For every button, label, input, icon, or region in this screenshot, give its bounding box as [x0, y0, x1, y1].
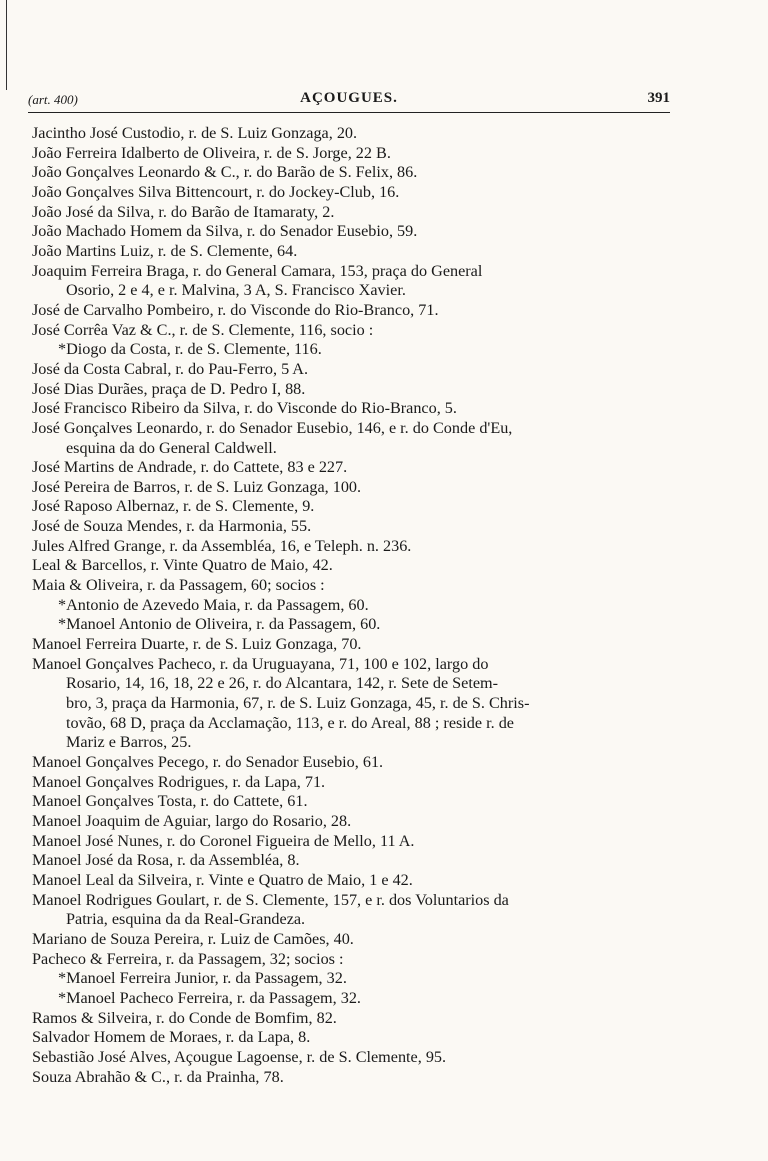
directory-entry	[32, 851, 672, 871]
header-rule	[28, 112, 670, 113]
entry-text: José Raposo Albernaz, r. de S. Clemente, 9.	[32, 497, 315, 516]
directory-entry	[32, 1068, 672, 1088]
directory-entry	[32, 950, 672, 970]
entry-continuation: Mariz e Barros, 25.	[66, 733, 192, 752]
entry-text: *Manoel Antonio de Oliveira, r. da Passagem, 60.	[58, 615, 381, 634]
entry-text: José de Carvalho Pombeiro, r. do Visconde do Rio-Branco, 71.	[32, 300, 439, 319]
socio-entry	[32, 989, 672, 1009]
entry-text: Manoel Joaquim de Aguiar, largo do Rosario, 28.	[32, 811, 352, 830]
directory-entry	[32, 360, 672, 380]
entry-text: João José da Silva, r. do Barão de Itamaraty, 2.	[32, 202, 335, 221]
socio-entry	[32, 969, 672, 989]
directory-entry	[32, 812, 672, 832]
directory-entry	[32, 891, 672, 930]
entry-text: João Ferreira Idalberto de Oliveira, r. de S. Jorge, 22 B.	[32, 143, 391, 162]
entry-text: Pacheco & Ferreira, r. da Passagem, 32; socios :	[32, 949, 344, 968]
article-reference: (art. 400)	[28, 92, 78, 107]
directory-entry	[32, 792, 672, 812]
directory-entry	[32, 655, 672, 753]
directory-entry	[32, 321, 672, 341]
directory-entry	[32, 144, 672, 164]
entry-text: *Antonio de Azevedo Maia, r. da Passagem, 60.	[58, 595, 369, 614]
entry-text: José de Souza Mendes, r. da Harmonia, 55.	[32, 517, 312, 536]
entry-text: *Manoel Pacheco Ferreira, r. da Passagem, 32.	[58, 988, 361, 1007]
directory-entry	[32, 753, 672, 773]
entry-continuation: esquina da do General Caldwell.	[66, 438, 277, 457]
directory-entry	[32, 478, 672, 498]
directory-entry	[32, 124, 672, 144]
entry-text: Ramos & Silveira, r. do Conde de Bomfim, 82.	[32, 1008, 337, 1027]
entry-continuation: bro, 3, praça da Harmonia, 67, r. de S. Luiz Gonzaga, 45, r. de S. Chris-	[66, 694, 530, 713]
entry-text: Manoel Ferreira Duarte, r. de S. Luiz Gonzaga, 70.	[32, 635, 362, 654]
directory-entry	[32, 517, 672, 537]
page-header	[28, 90, 670, 112]
directory-entry	[32, 576, 672, 596]
directory-entry	[32, 1009, 672, 1029]
directory-entry	[32, 1028, 672, 1048]
page-edge-line	[6, 0, 7, 90]
directory-entry	[32, 399, 672, 419]
entry-text: José da Costa Cabral, r. do Pau-Ferro, 5 A.	[32, 359, 309, 378]
entry-text: Manoel Leal da Silveira, r. Vinte e Quatro de Maio, 1 e 42.	[32, 870, 413, 889]
directory-entry	[32, 183, 672, 203]
entry-text: Sebastião José Alves, Açougue Lagoense, r. de S. Clemente, 95.	[32, 1047, 447, 1066]
entry-text: João Martins Luiz, r. de S. Clemente, 64.	[32, 241, 298, 260]
directory-entry	[32, 203, 672, 223]
page-number: 391	[647, 90, 670, 106]
directory-entry	[32, 222, 672, 242]
entry-text: Manoel Gonçalves Pecego, r. do Senador Eusebio, 61.	[32, 753, 384, 771]
entry-continuation: tovão, 68 D, praça da Acclamação, 113, e r. do Areal, 88 ; reside r. de	[66, 713, 514, 732]
entry-text: Joaquim Ferreira Braga, r. do General Camara, 153, praça do General	[32, 261, 483, 280]
entry-continuation: Osorio, 2 e 4, e r. Malvina, 3 A, S. Francisco Xavier.	[66, 281, 406, 300]
entry-text: Jacintho José Custodio, r. de S. Luiz Gonzaga, 20.	[32, 124, 358, 142]
section-title: AÇOUGUES.	[300, 90, 398, 106]
directory-entry	[32, 635, 672, 655]
directory-entry	[32, 380, 672, 400]
directory-entry	[32, 262, 672, 301]
entry-text: *Diogo da Costa, r. de S. Clemente, 116.	[58, 340, 322, 359]
entry-text: Manoel José Nunes, r. do Coronel Figueira de Mello, 11 A.	[32, 831, 415, 850]
entry-text: José Corrêa Vaz & C., r. de S. Clemente, 116, socio :	[32, 320, 374, 339]
directory-entry	[32, 301, 672, 321]
directory-entry	[32, 163, 672, 183]
entry-text: Salvador Homem de Moraes, r. da Lapa, 8.	[32, 1028, 311, 1047]
entry-text: José Pereira de Barros, r. de S. Luiz Gonzaga, 100.	[32, 477, 362, 496]
socio-entry	[32, 596, 672, 616]
entry-text: Manoel José da Rosa, r. da Assembléa, 8.	[32, 851, 300, 870]
directory-entry	[32, 419, 672, 458]
entry-text: João Machado Homem da Silva, r. do Senador Eusebio, 59.	[32, 222, 418, 241]
directory-entry	[32, 1048, 672, 1068]
directory-entry	[32, 497, 672, 517]
directory-entry	[32, 458, 672, 478]
entry-continuation: Rosario, 14, 16, 18, 22 e 26, r. do Alcantara, 142, r. Sete de Setem-	[66, 674, 499, 693]
directory-entry	[32, 242, 672, 262]
entry-text: João Gonçalves Leonardo & C., r. do Barão de S. Felix, 86.	[32, 163, 418, 182]
entry-text: José Martins de Andrade, r. do Cattete, 83 e 227.	[32, 458, 348, 477]
socio-entry	[32, 615, 672, 635]
entry-text: José Dias Durães, praça de D. Pedro I, 88.	[32, 379, 306, 398]
directory-entry	[32, 930, 672, 950]
directory-entry	[32, 556, 672, 576]
entry-text: Leal & Barcellos, r. Vinte Quatro de Maio, 42.	[32, 556, 333, 575]
entry-text: Souza Abrahão & C., r. da Prainha, 78.	[32, 1067, 284, 1086]
entry-text: *Manoel Ferreira Junior, r. da Passagem, 32.	[58, 969, 347, 988]
directory-entry	[32, 832, 672, 852]
entry-text: Manoel Rodrigues Goulart, r. de S. Clemente, 157, e r. dos Voluntarios da	[32, 890, 509, 909]
entry-text: Manoel Gonçalves Rodrigues, r. da Lapa, 71.	[32, 772, 326, 791]
entry-text: Jules Alfred Grange, r. da Assembléa, 16, e Teleph. n. 236.	[32, 536, 412, 555]
entry-text: Mariano de Souza Pereira, r. Luiz de Camões, 40.	[32, 929, 354, 948]
directory-listing	[32, 124, 672, 1087]
entry-continuation: Patria, esquina da da Real-Grandeza.	[66, 910, 306, 929]
entry-text: João Gonçalves Silva Bittencourt, r. do Jockey-Club, 16.	[32, 182, 400, 201]
entry-text: Maia & Oliveira, r. da Passagem, 60; socios :	[32, 576, 325, 595]
socio-entry	[32, 340, 672, 360]
entry-text: José Gonçalves Leonardo, r. do Senador Eusebio, 146, e r. do Conde d'Eu,	[32, 418, 513, 437]
directory-entry	[32, 871, 672, 891]
directory-entry	[32, 537, 672, 557]
entry-text: Manoel Gonçalves Tosta, r. do Cattete, 61.	[32, 792, 308, 811]
entry-text: José Francisco Ribeiro da Silva, r. do Visconde do Rio-Branco, 5.	[32, 399, 457, 418]
directory-entry	[32, 773, 672, 793]
entry-text: Manoel Gonçalves Pacheco, r. da Uruguayana, 71, 100 e 102, largo do	[32, 654, 489, 673]
